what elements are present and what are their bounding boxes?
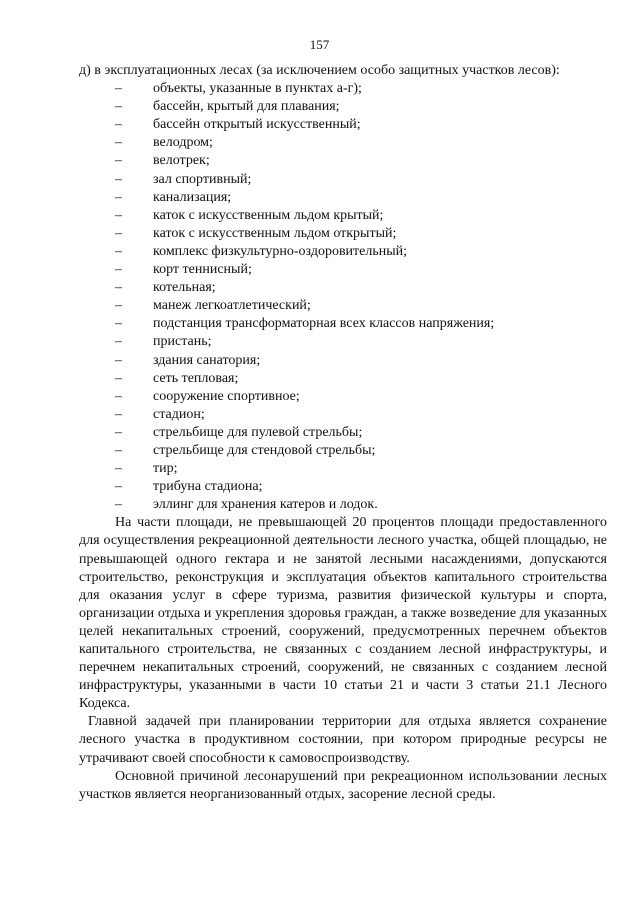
dash-marker: – (115, 316, 122, 332)
list-item-text: котельная; (153, 280, 216, 296)
list-item (79, 243, 607, 261)
list-item (79, 315, 607, 333)
list-item (79, 333, 607, 351)
list-item-text: манеж легкоатлетический; (153, 298, 311, 314)
dash-marker: – (115, 243, 122, 259)
list-item-text: тир; (153, 461, 178, 477)
list-item-text: стрельбище для стендовой стрельбы; (153, 442, 376, 458)
list-item-text: корт теннисный; (153, 262, 252, 278)
list-item-text: пристань; (153, 334, 212, 350)
list-item-text: комплекс физкультурно-оздоровительный; (153, 243, 408, 259)
list-item (79, 442, 607, 460)
dash-marker: – (115, 225, 122, 241)
paragraph-capital-construction: На части площади, не превышающей 20 процентов площади предоставленного для осуществления рекреационной деятельности лесного участка, общей площадью, не превышающей одного гектара и не занятой лесными насаждениями, допускаются строительство, реконструкция и эксплуатация объектов капитального строительства для оказания услуг в сфере туризма, развития физической культуры и спорта, организации отдыха и укрепления здоровья граждан, а также возведение для указанных целей некапитальных строений, сооружений, предусмотренных перечнем объектов капитального строительства, не связанных с созданием лесной инфраструктуры, и перечнем некапитальных строений, сооружений, не связанных с созданием лесной инфраструктуры, указанными в части 10 статьи 21 и части 3 статьи 21.1 Лесного Кодекса. (79, 515, 607, 712)
list-item (79, 478, 607, 496)
list-item-text: бассейн, крытый для плавания; (153, 99, 340, 115)
dash-marker: – (115, 135, 122, 151)
list-item-text: бассейн открытый искусственный; (153, 117, 361, 133)
dash-marker: – (115, 81, 122, 97)
list-item (79, 279, 607, 297)
dash-marker: – (115, 406, 122, 422)
document-body (79, 62, 607, 804)
list-item (79, 261, 607, 279)
list-item-text: каток с искусственным льдом крытый; (153, 207, 384, 223)
list-item-text: здания санатория; (153, 352, 261, 368)
list-item (79, 207, 607, 225)
dash-marker: – (115, 497, 122, 513)
list-item (79, 134, 607, 152)
list-item (79, 98, 607, 116)
dash-marker: – (115, 262, 122, 278)
list-item (79, 388, 607, 406)
dash-marker: – (115, 189, 122, 205)
list-item-text: трибуна стадиона; (153, 479, 263, 495)
list-item (79, 189, 607, 207)
dash-marker: – (115, 442, 122, 458)
dash-marker: – (115, 479, 122, 495)
list-item (79, 171, 607, 189)
dash-marker: – (115, 99, 122, 115)
list-item (79, 297, 607, 315)
list-item-text: сооружение спортивное; (153, 388, 300, 404)
list-item-text: велодром; (153, 135, 213, 151)
list-item-text: стрельбище для пулевой стрельбы; (153, 424, 363, 440)
list-item (79, 116, 607, 134)
list-item-text: стадион; (153, 406, 205, 422)
dash-marker: – (115, 171, 122, 187)
dash-marker: – (115, 424, 122, 440)
dash-marker: – (115, 280, 122, 296)
paragraph-violations: Основной причиной лесонарушений при рекреационном использовании лесных участков является неорганизованный отдых, засорение лесной среды. (79, 768, 607, 802)
list-item (79, 424, 607, 442)
dash-marker: – (115, 352, 122, 368)
dash-marker: – (115, 461, 122, 477)
dash-marker: – (115, 370, 122, 386)
bullet-list (79, 80, 607, 514)
list-item-text: велотрек; (153, 153, 210, 169)
list-item-text: объекты, указанные в пунктах а-г); (153, 81, 362, 97)
list-item-text: зал спортивный; (153, 171, 252, 187)
dash-marker: – (115, 153, 122, 169)
list-item (79, 460, 607, 478)
list-item (79, 496, 607, 514)
list-item (79, 152, 607, 170)
dash-marker: – (115, 298, 122, 314)
list-item (79, 225, 607, 243)
dash-marker: – (115, 207, 122, 223)
page-number: 157 (309, 37, 330, 52)
dash-marker: – (115, 334, 122, 350)
list-item (79, 352, 607, 370)
list-intro: д) в эксплуатационных лесах (за исключением особо защитных участков лесов): (79, 63, 560, 78)
paragraph-planning-task: Главной задачей при планировании территории для отдыха является сохранение лесного участка в продуктивном состоянии, при котором природные ресурсы не утрачивают своей способности к самовоспроизводству. (79, 714, 607, 766)
list-item-text: сеть тепловая; (153, 370, 239, 386)
list-item-text: эллинг для хранения катеров и лодок. (153, 497, 378, 513)
dash-marker: – (115, 117, 122, 133)
list-item-text: подстанция трансформаторная всех классов напряжения; (153, 316, 495, 332)
list-item-text: канализация; (153, 189, 232, 205)
list-item (79, 80, 607, 98)
list-item (79, 406, 607, 424)
list-item-text: каток с искусственным льдом открытый; (153, 225, 397, 241)
dash-marker: – (115, 388, 122, 404)
list-item (79, 370, 607, 388)
